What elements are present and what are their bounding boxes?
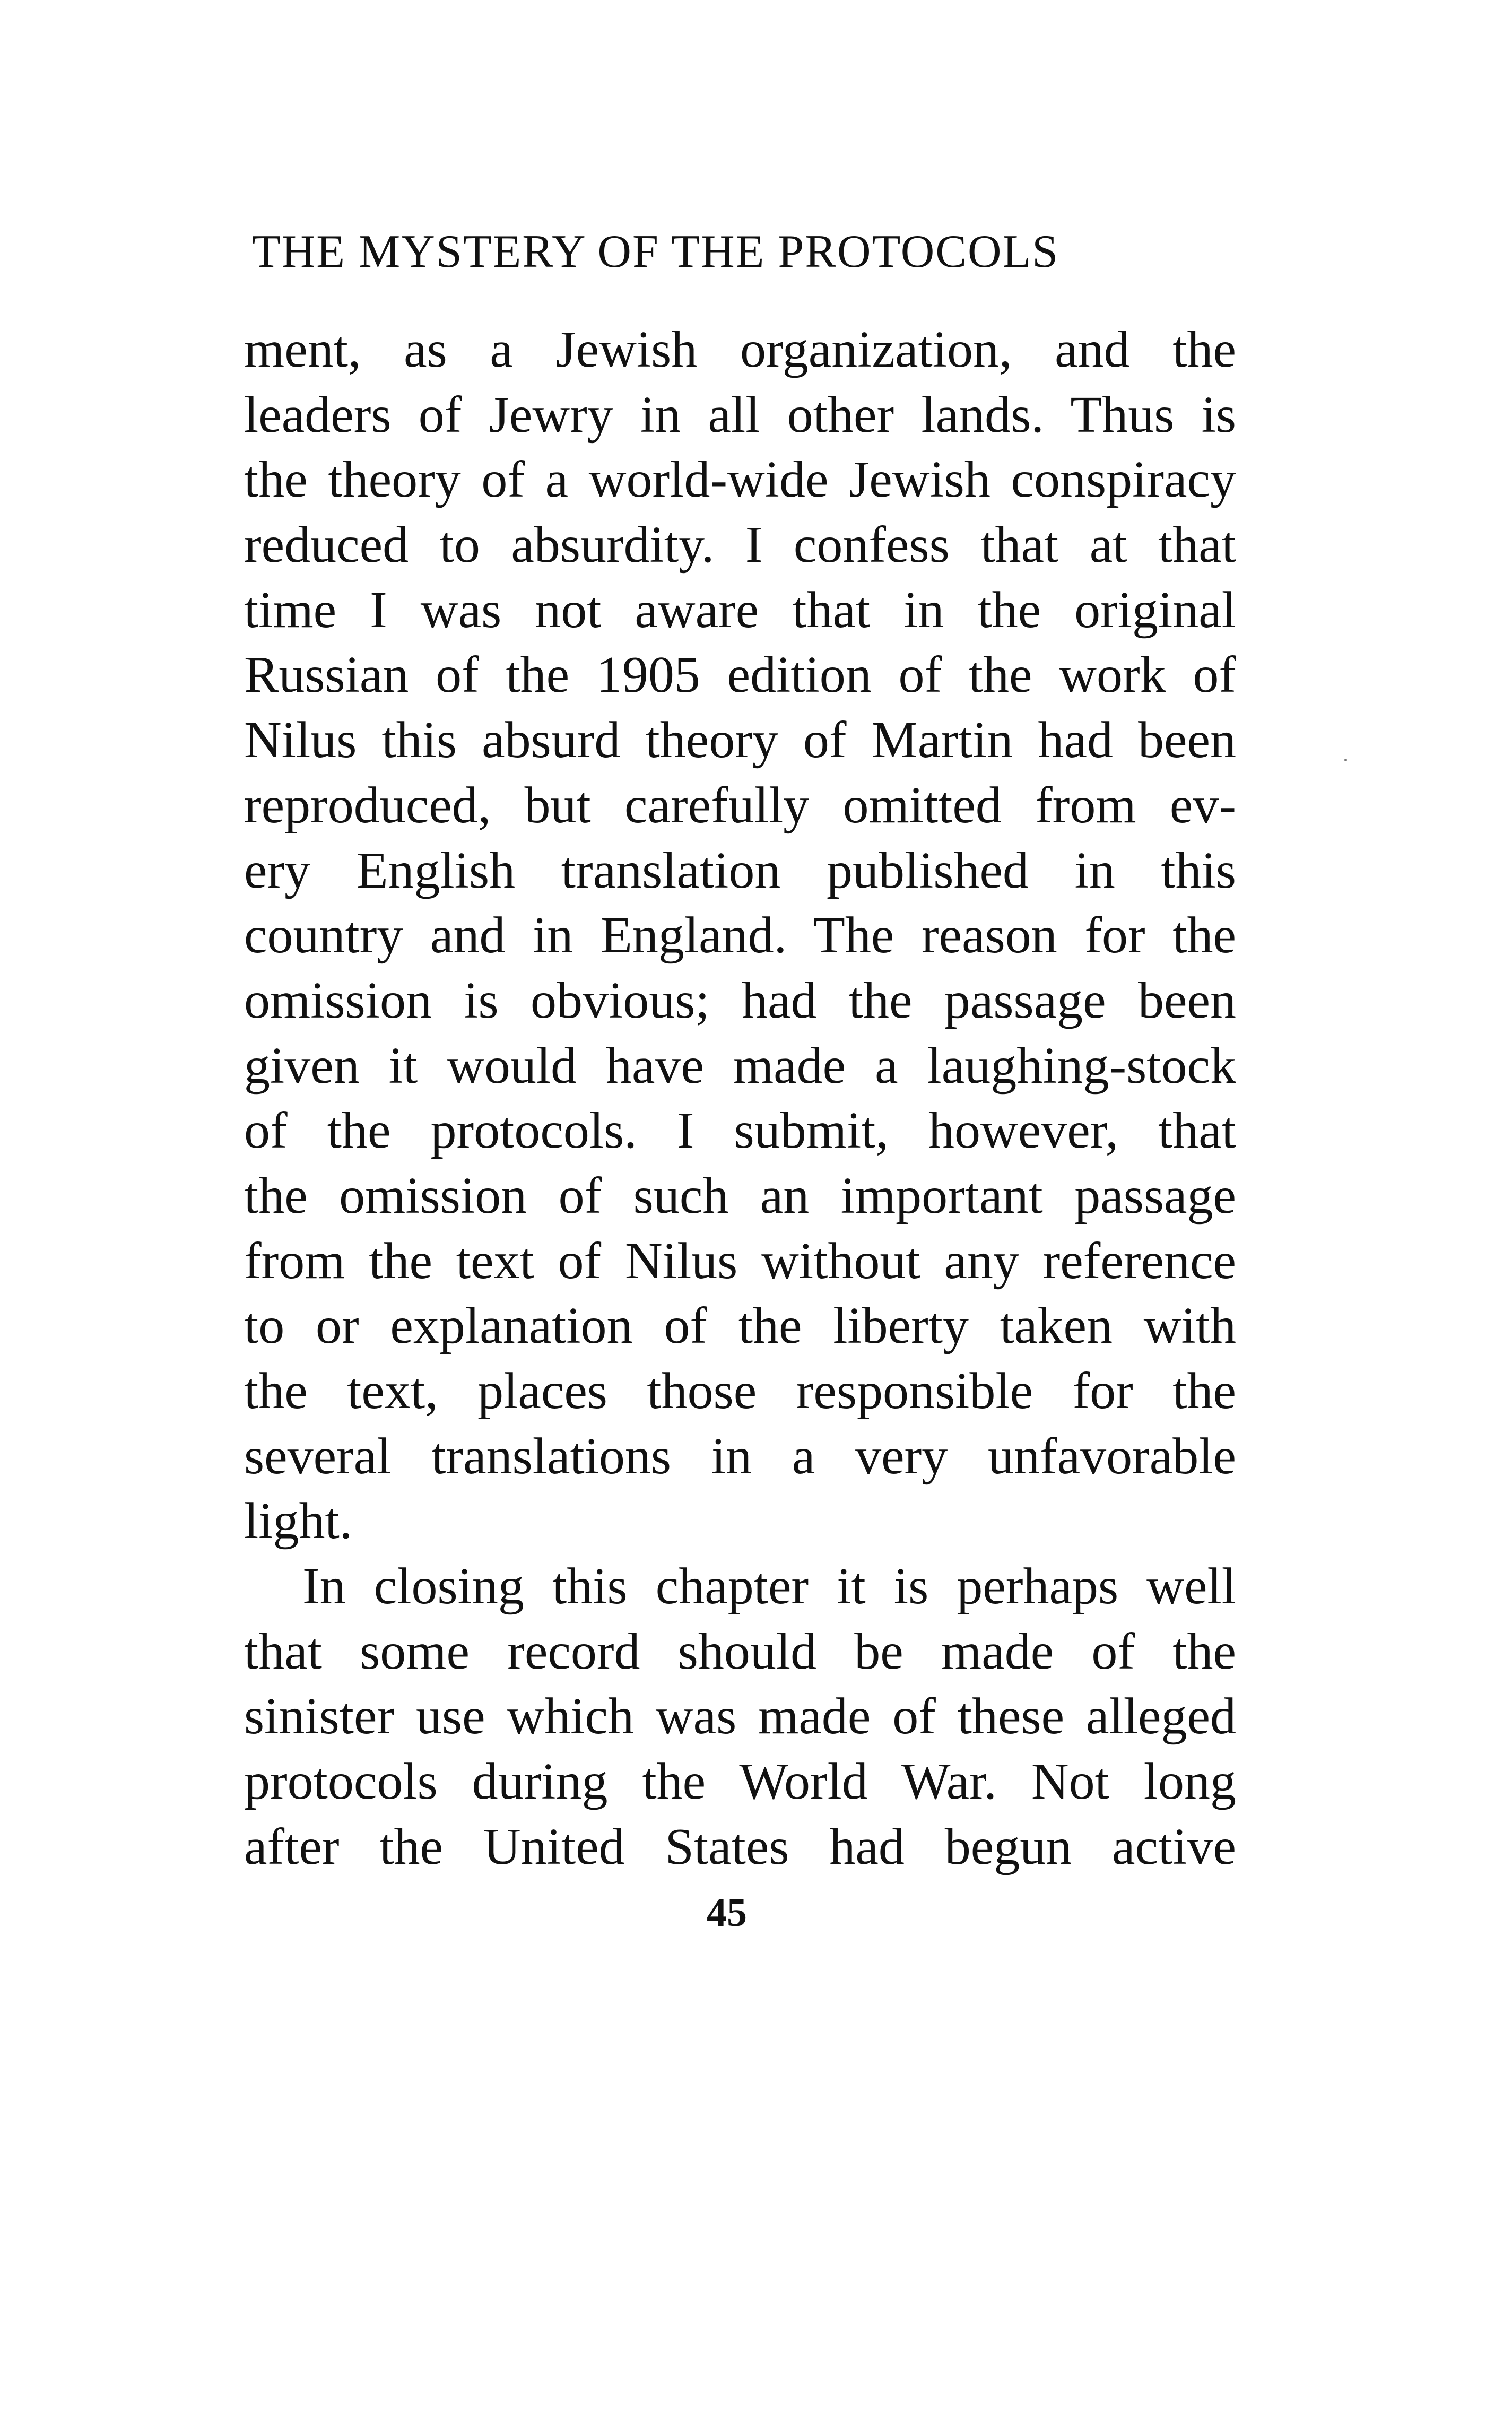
running-head: THE MYSTERY OF THE PROTOCOLS bbox=[252, 226, 1059, 277]
text-line: after the United States had begun active bbox=[244, 1818, 1236, 1875]
text-line: of the protocols. I submit, however, that bbox=[244, 1102, 1236, 1160]
text-line: Russian of the 1905 edition of the work of bbox=[244, 646, 1236, 704]
text-line: several translations in a very unfavorable bbox=[244, 1427, 1236, 1485]
text-line: the omission of such an important passage bbox=[244, 1167, 1236, 1225]
text-line: time I was not aware that in the original bbox=[244, 581, 1236, 639]
text-line: omission is obvious; had the passage been bbox=[244, 971, 1236, 1029]
text-line: country and in England. The reason for the bbox=[244, 907, 1236, 965]
text-line: light. bbox=[244, 1492, 353, 1550]
text-line: ment, as a Jewish organization, and the bbox=[244, 321, 1236, 378]
paragraph-1 bbox=[244, 317, 1236, 1554]
text-line: from the text of Nilus without any reference bbox=[244, 1232, 1236, 1290]
body-text bbox=[244, 317, 1236, 1880]
text-line: given it would have made a laughing-stock bbox=[244, 1037, 1236, 1095]
text-line: the theory of a world-wide Jewish conspiracy bbox=[244, 451, 1236, 509]
paragraph-2 bbox=[244, 1554, 1236, 1879]
text-line: that some record should be made of the bbox=[244, 1622, 1236, 1680]
text-line: leaders of Jewry in all other lands. Thus is bbox=[244, 386, 1236, 444]
text-line: sinister use which was made of these alleged bbox=[244, 1688, 1236, 1746]
page-number: 45 bbox=[707, 1890, 747, 1935]
text-line: reduced to absurdity. I confess that at that bbox=[244, 516, 1236, 574]
text-line: protocols during the World War. Not long bbox=[244, 1753, 1236, 1811]
text-line: the text, places those responsible for the bbox=[244, 1362, 1236, 1420]
text-line: to or explanation of the liberty taken with bbox=[244, 1297, 1236, 1355]
text-line: In closing this chapter it is perhaps well bbox=[302, 1558, 1236, 1616]
text-line: reproduced, but carefully omitted from ev- bbox=[244, 776, 1236, 834]
text-line: Nilus this absurd theory of Martin had been bbox=[244, 711, 1236, 769]
scan-speck bbox=[1344, 759, 1347, 761]
text-line: ery English translation published in this bbox=[244, 841, 1236, 899]
